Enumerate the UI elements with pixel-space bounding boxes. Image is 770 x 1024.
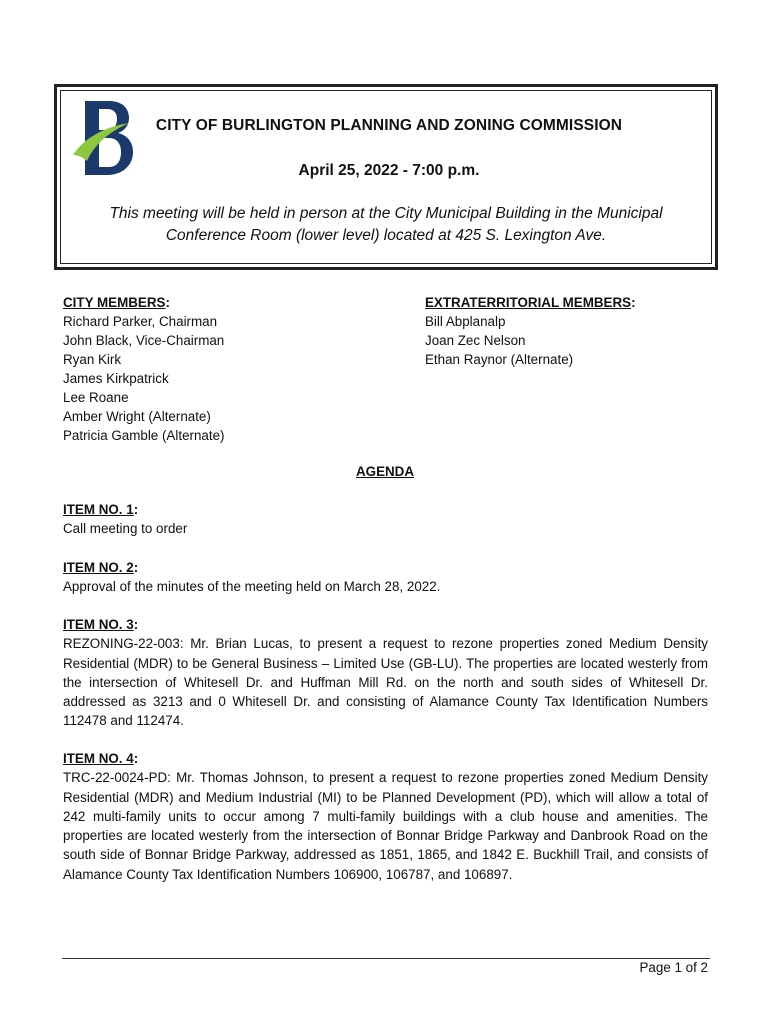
agenda-item-3 — [63, 615, 708, 731]
item-text: Call meeting to order — [63, 521, 188, 537]
agenda-item-2 — [63, 558, 708, 597]
list-item: Patricia Gamble (Alternate) — [63, 428, 225, 443]
item-text: REZONING-22-003: Mr. Brian Lucas, to present a request to rezone properties zoned Medium Density Residential (MDR) to be General Business – Limited Use (GB-LU). The properties are located westerly from the intersection of Whitesell Dr. and Huffman Mill Rd. on the north and south sides of Whitesell Dr. addressed as 3213 and 0 Whitesell Dr. and consisting of Alamance County Tax Identification Numbers 112478 and 112474. — [63, 636, 708, 729]
list-item: Amber Wright (Alternate) — [63, 409, 211, 424]
list-item: Ethan Raynor (Alternate) — [425, 352, 574, 367]
city-members-list — [63, 293, 225, 445]
list-item: James Kirkpatrick — [63, 371, 169, 386]
list-item: Bill Abplanalp — [425, 314, 506, 329]
list-item: Richard Parker, Chairman — [63, 314, 218, 329]
meeting-notice — [77, 203, 695, 247]
item-heading: ITEM NO. 4: — [63, 751, 139, 766]
item-heading: ITEM NO. 1: — [63, 502, 139, 517]
item-heading: ITEM NO. 2: — [63, 560, 139, 575]
agenda-item-4 — [63, 749, 708, 884]
notice-line-2: Conference Room (lower level) located at 425 S. Lexington Ave. — [165, 227, 607, 244]
meeting-date: April 25, 2022 - 7:00 p.m. — [298, 162, 480, 179]
header-box — [54, 84, 718, 270]
agenda-heading: AGENDA — [355, 464, 415, 479]
list-item: Ryan Kirk — [63, 352, 122, 367]
item-heading: ITEM NO. 3: — [63, 617, 139, 632]
list-item: Joan Zec Nelson — [425, 333, 526, 348]
page-number: Page 1 of 2 — [639, 960, 708, 975]
list-item: John Black, Vice-Chairman — [63, 333, 225, 348]
item-text: Approval of the minutes of the meeting held on March 28, 2022. — [63, 579, 441, 595]
extraterritorial-members-heading: EXTRATERRITORIAL MEMBERS: — [425, 295, 636, 310]
agenda-item-1 — [63, 500, 708, 539]
list-item: Lee Roane — [63, 390, 129, 405]
commission-title: CITY OF BURLINGTON PLANNING AND ZONING COMMISSION — [155, 117, 623, 134]
item-text: TRC-22-0024-PD: Mr. Thomas Johnson, to present a request to rezone properties zoned Medium Density Residential (MDR) and Medium Industrial (MI) to be Planned Development (PD), which will allow a total of 242 multi-family units to occur among 7 multi-family buildings with a club house and amenities. The properties are located westerly from the intersection of Bonnar Bridge Parkway and Danbrook Road on the south side of Bonnar Bridge Parkway, addressed as 1851, 1865, and 1842 E. Buckhill Trail, and consists of Alamance County Tax Identification Numbers 106900, 106787, and 106897. — [63, 770, 708, 882]
extraterritorial-members-list — [425, 293, 636, 369]
city-b-logo-icon — [71, 97, 137, 179]
city-members-heading: CITY MEMBERS: — [63, 295, 170, 310]
notice-line-1: This meeting will be held in person at the City Municipal Building in the Municipal — [109, 205, 663, 222]
footer-divider — [62, 958, 710, 959]
